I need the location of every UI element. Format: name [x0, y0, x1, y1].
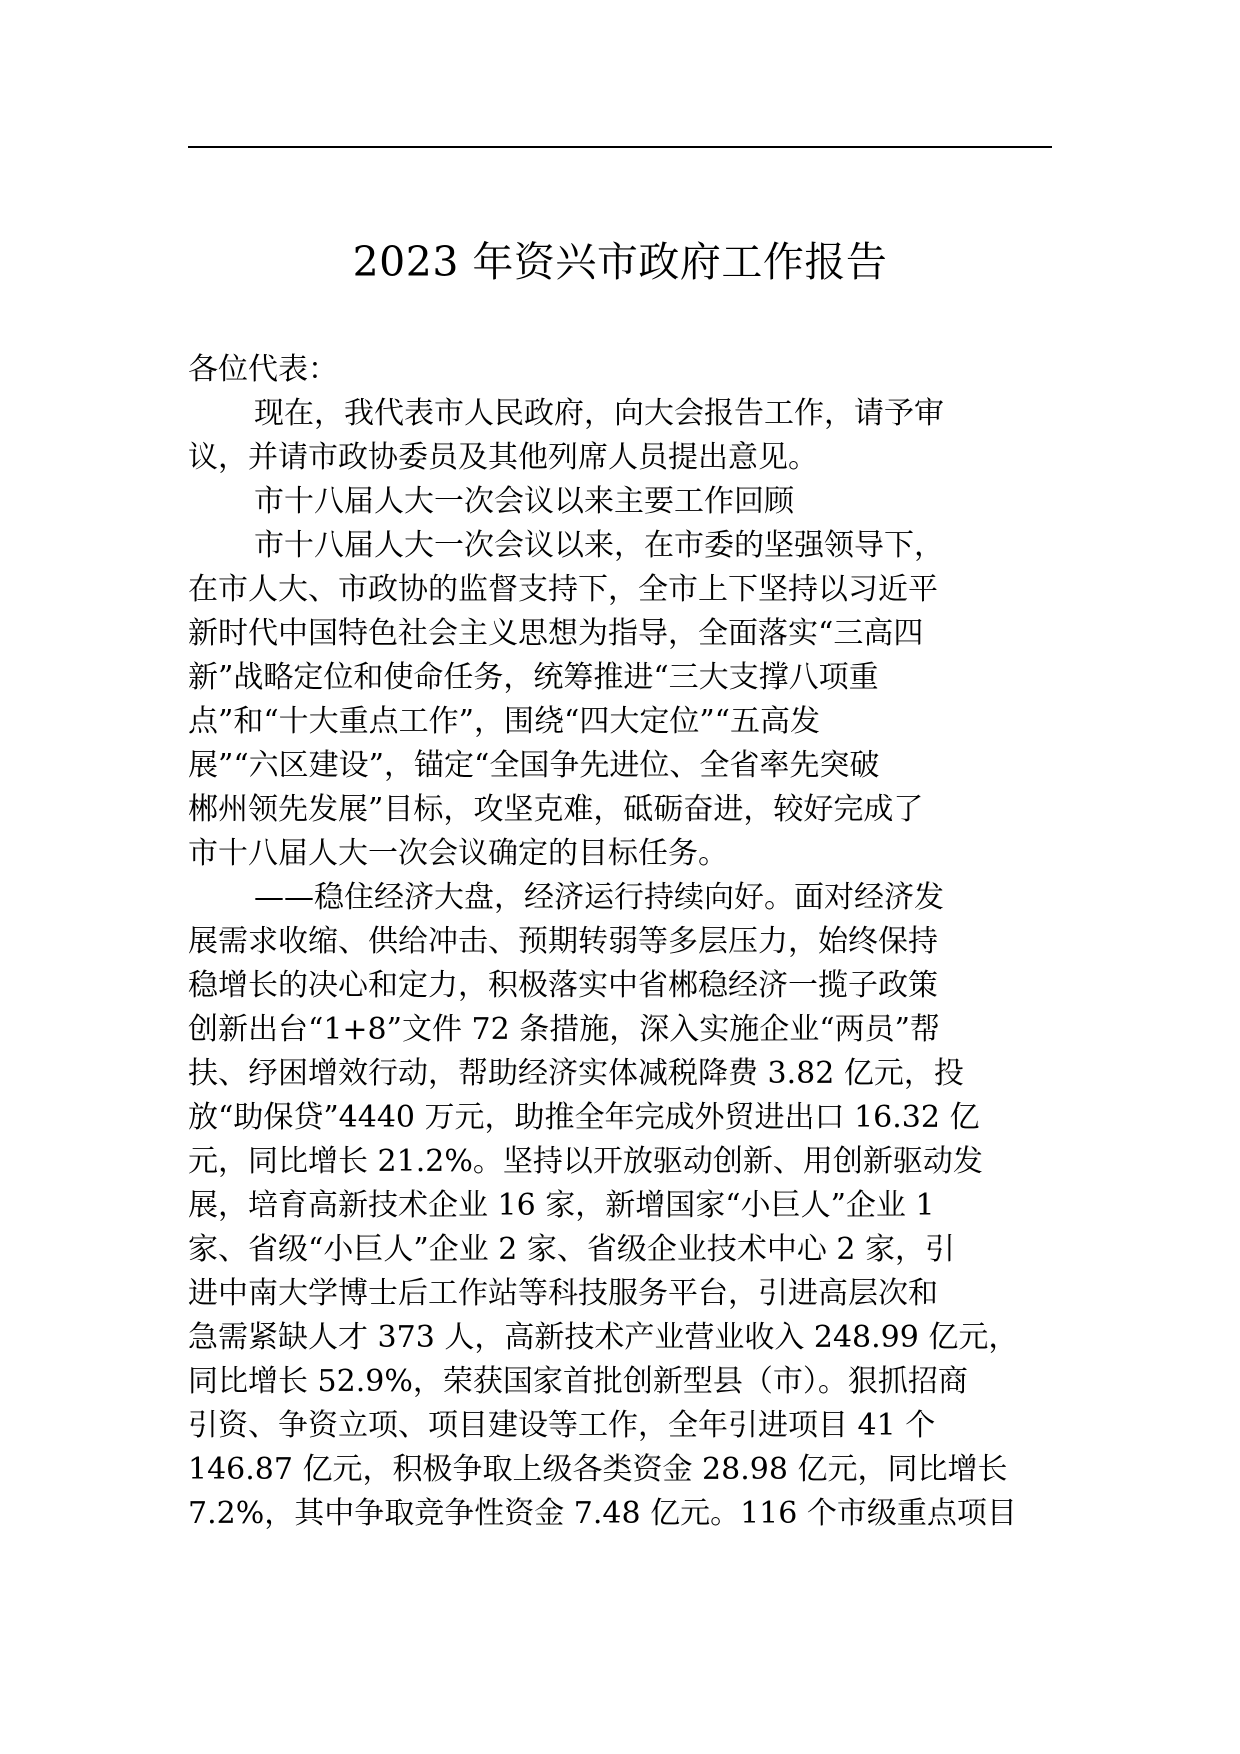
text-line: 急需紧缺人才 373 人，高新技术产业营业收入 248.99 亿元， — [188, 1320, 1019, 1355]
document-title: 2023 年资兴市政府工作报告 — [352, 238, 888, 286]
text-line: 同比增长 52.9%，荣获国家首批创新型县（市）。狠抓招商 — [188, 1364, 968, 1399]
text-line: 展，培育高新技术企业 16 家，新增国家“小巨人”企业 1 — [188, 1188, 935, 1223]
text-line: 新时代中国特色社会主义思想为指导，全面落实“三高四 — [188, 616, 924, 651]
text-line: 新”战略定位和使命任务，统筹推进“三大支撑八项重 — [188, 660, 879, 695]
text-line: 家、省级“小巨人”企业 2 家、省级企业技术中心 2 家，引 — [188, 1232, 955, 1267]
text-line: 议，并请市政协委员及其他列席人员提出意见。 — [188, 440, 818, 475]
text-line: 市十八届人大一次会议以来主要工作回顾 — [254, 484, 794, 519]
text-line: 进中南大学博士后工作站等科技服务平台，引进高层次和 — [188, 1276, 938, 1311]
text-line: 扶、纾困增效行动，帮助经济实体减税降费 3.82 亿元，投 — [188, 1056, 964, 1091]
text-line: 146.87 亿元，积极争取上级各类资金 28.98 亿元，同比增长 — [188, 1452, 1008, 1487]
text-line: 在市人大、市政协的监督支持下，全市上下坚持以习近平 — [188, 572, 938, 607]
text-line: 市十八届人大一次会议确定的目标任务。 — [188, 836, 728, 871]
text-line: 创新出台“1+8”文件 72 条措施，深入实施企业“两员”帮 — [188, 1012, 940, 1047]
text-line: 郴州领先发展”目标，攻坚克难，砥砺奋进，较好完成了 — [188, 792, 924, 827]
text-line: 展”“六区建设”，锚定“全国争先进位、全省率先突破 — [188, 748, 880, 783]
text-line: 放“助保贷”4440 万元，助推全年完成外贸进出口 16.32 亿 — [188, 1100, 980, 1135]
text-line: 展需求收缩、供给冲击、预期转弱等多层压力，始终保持 — [188, 924, 938, 959]
header-rule — [188, 146, 1052, 148]
text-line: ——稳住经济大盘，经济运行持续向好。面对经济发 — [254, 880, 944, 915]
text-line: 各位代表： — [188, 352, 338, 387]
text-line: 7.2%，其中争取竞争性资金 7.48 亿元。116 个市级重点项目 — [188, 1496, 1017, 1531]
text-line: 现在，我代表市人民政府，向大会报告工作，请予审 — [254, 396, 944, 431]
text-line: 引资、争资立项、项目建设等工作，全年引进项目 41 个 — [188, 1408, 936, 1443]
document-body — [188, 348, 1052, 1536]
text-line: 市十八届人大一次会议以来，在市委的坚强领导下， — [254, 528, 944, 563]
text-line: 点”和“十大重点工作”，围绕“四大定位”“五高发 — [188, 704, 821, 739]
text-line: 元，同比增长 21.2%。坚持以开放驱动创新、用创新驱动发 — [188, 1144, 983, 1179]
text-line: 稳增长的决心和定力，积极落实中省郴稳经济一揽子政策 — [188, 968, 938, 1003]
